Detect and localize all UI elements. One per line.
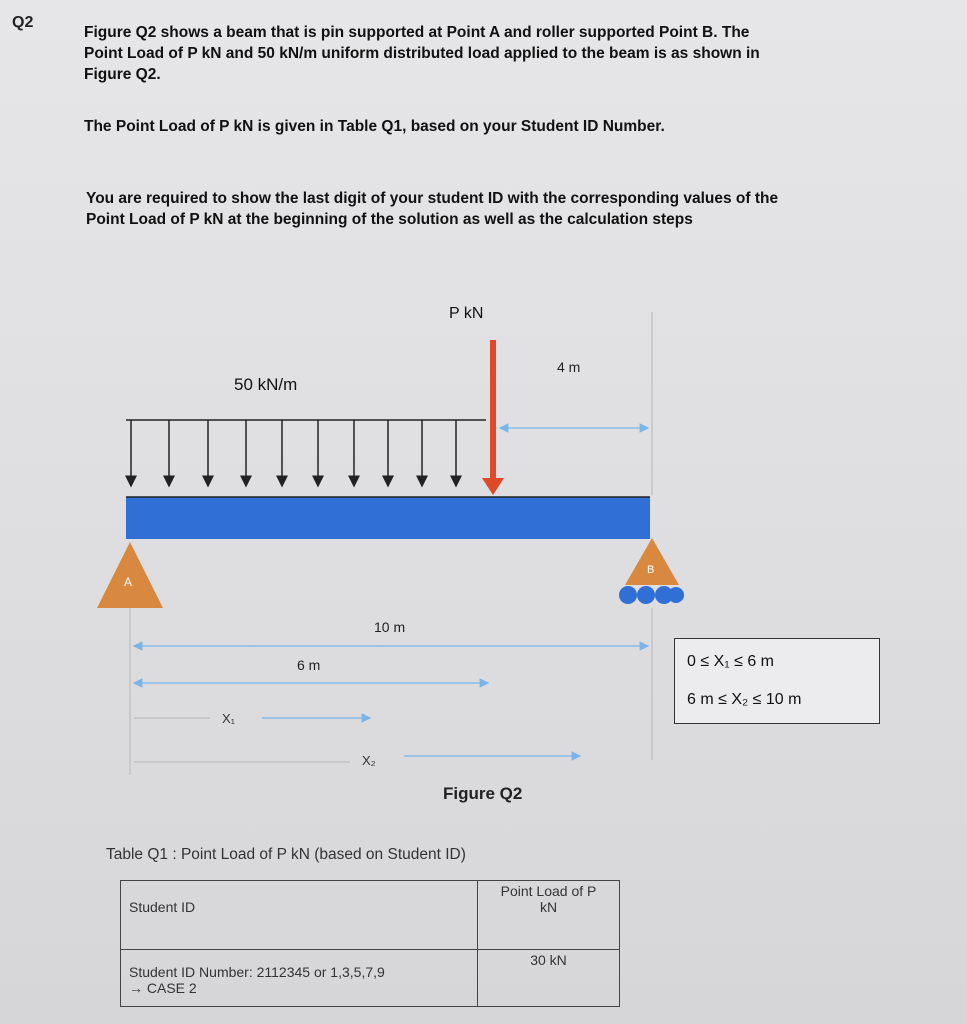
dim-4m-label: 4 m — [557, 359, 581, 375]
domain-box — [674, 638, 880, 724]
udl-label: 50 kN/m — [234, 375, 298, 394]
question-number: Q2 — [12, 14, 34, 31]
point-load-arrow — [482, 340, 504, 495]
header-student-id: Student ID — [121, 881, 478, 950]
header-point-load-line1: Point Load of P — [500, 883, 597, 899]
cell-student-id — [121, 950, 478, 1007]
dim-10m-label: 10 m — [374, 619, 406, 635]
beam — [126, 497, 650, 539]
instruction-line-2: Point Load of P kN at the beginning of the solution as well as the calculation steps — [86, 211, 693, 228]
domain-x1: 0 ≤ X₁ ≤ 6 m — [687, 653, 774, 670]
cell-student-id-line2: → CASE 2 — [129, 980, 197, 996]
cell-student-id-line1: Student ID Number: 2112345 or 1,3,5,7,9 — [129, 964, 385, 980]
instruction-paragraph — [86, 188, 778, 230]
point-load-table — [120, 880, 620, 1007]
dim-6m-label: 6 m — [297, 657, 321, 673]
support-a-label: A — [124, 575, 133, 589]
header-point-load — [478, 881, 620, 950]
figure-caption: Figure Q2 — [443, 784, 523, 803]
x2-label: X₂ — [362, 753, 376, 768]
x1-label: X₁ — [222, 711, 236, 726]
table-header-row — [121, 881, 620, 950]
intro-line-3: Figure Q2. — [84, 66, 161, 83]
table-note: The Point Load of P kN is given in Table Q1, based on your Student ID Number. — [84, 118, 665, 135]
table-row — [121, 950, 620, 1007]
domain-x2: 6 m ≤ X₂ ≤ 10 m — [687, 691, 802, 708]
cell-point-load: 30 kN — [478, 950, 620, 1007]
support-b-label: B — [647, 564, 655, 576]
support-b-roller — [625, 538, 679, 585]
intro-paragraph — [84, 22, 760, 85]
intro-line-1: Figure Q2 shows a beam that is pin supported at Point A and roller supported Point B. The — [84, 24, 750, 41]
point-load-label: P kN — [449, 305, 484, 322]
udl-arrows — [126, 420, 486, 486]
instruction-line-1: You are required to show the last digit of your student ID with the corresponding values of the — [86, 190, 779, 207]
table-caption: Table Q1 : Point Load of P kN (based on Student ID) — [106, 846, 466, 863]
roller-wheels — [619, 586, 684, 604]
header-point-load-line2: kN — [539, 899, 558, 915]
intro-line-2: Point Load of P kN and 50 kN/m uniform distributed load applied to the beam is as shown in — [84, 45, 760, 62]
